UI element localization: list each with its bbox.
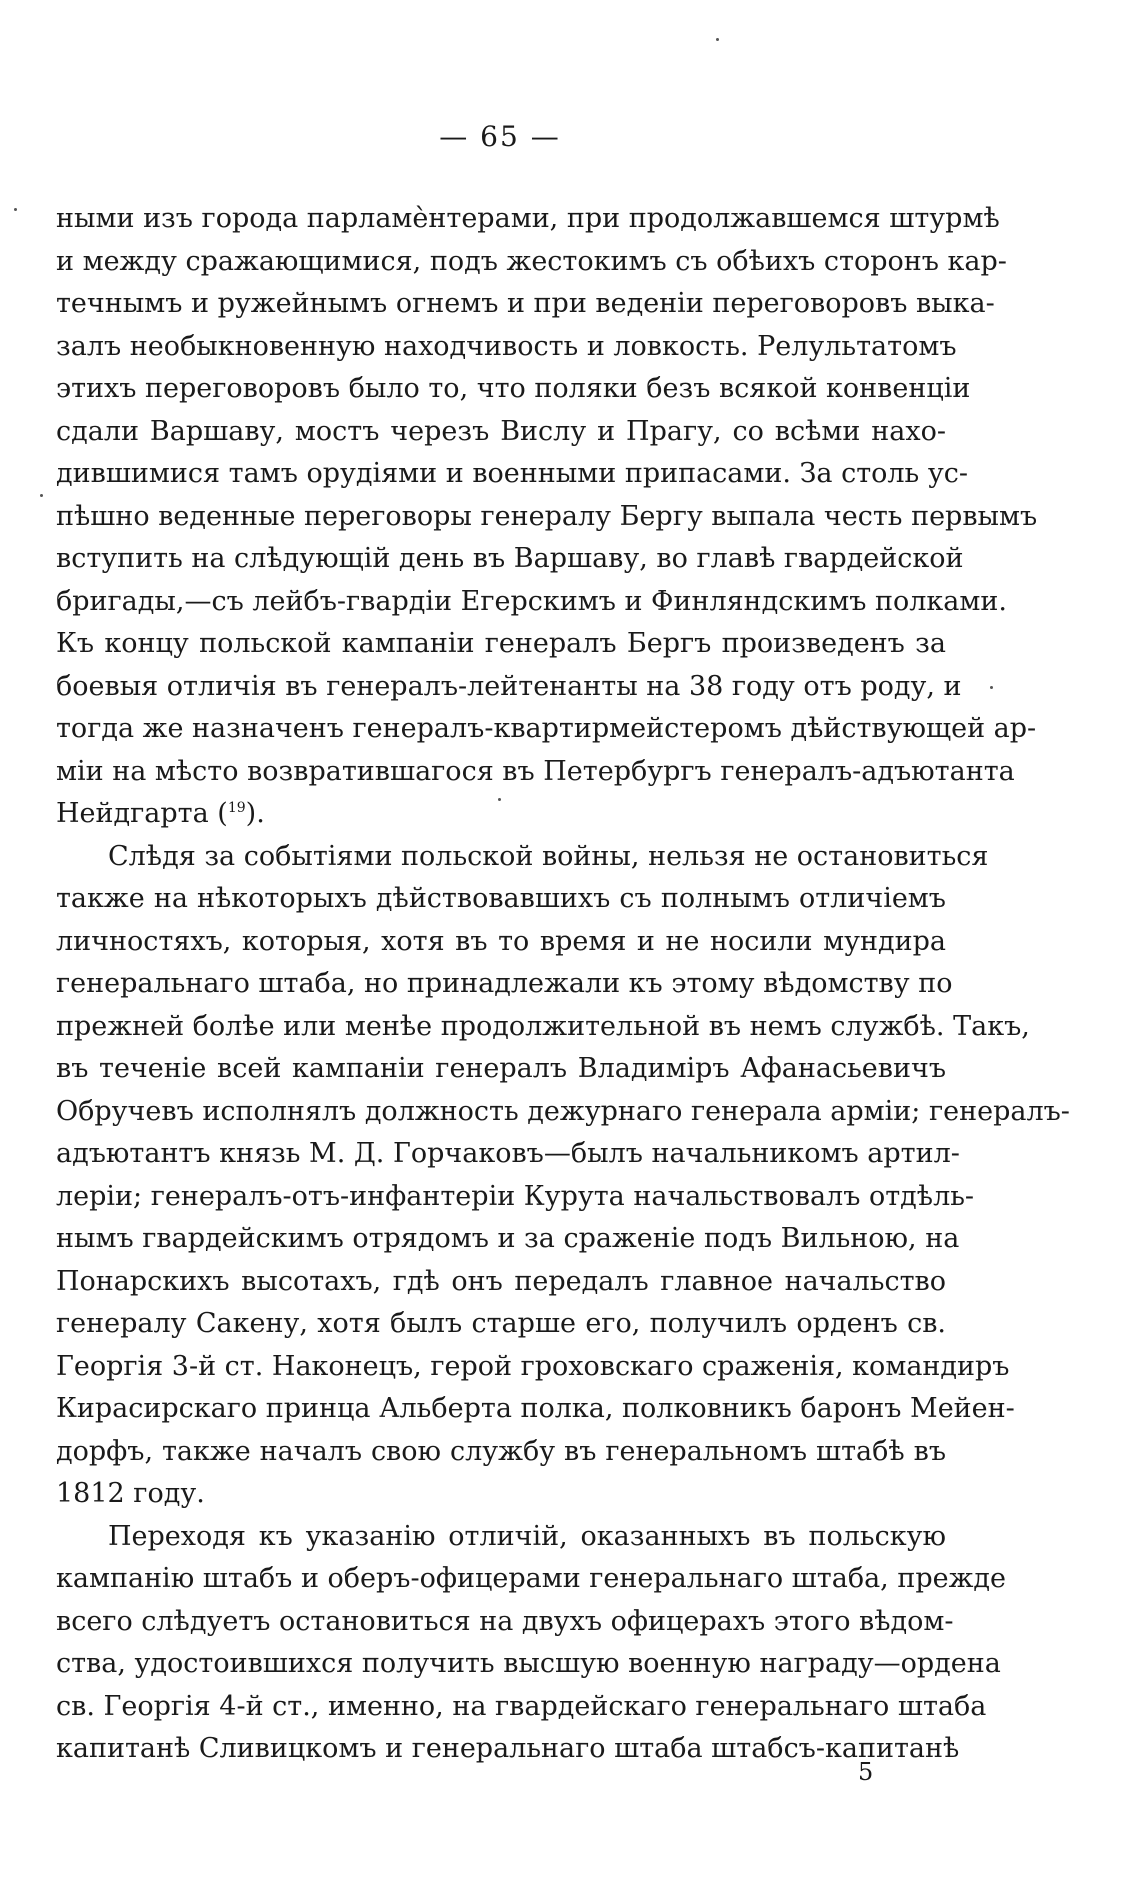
text-line: боевыя отличія въ генералъ-лейтенанты на 38 году отъ роду, и <box>56 670 962 702</box>
text-line: вступить на слѣдующій день въ Варшаву, во главѣ гвардейской <box>56 543 964 574</box>
scan-speck <box>40 494 43 497</box>
text-line: бригады,—съ лейбъ-гвардіи Егерскимъ и Финляндскимъ полками. <box>56 585 1007 617</box>
text-line-last <box>56 793 946 836</box>
scan-speck <box>716 38 719 41</box>
text-line: также на нѣкоторыхъ дѣйствовавшихъ съ полнымъ отличіемъ <box>56 883 946 914</box>
text-fragment: Нейдгарта ( <box>56 798 228 829</box>
text-line: пѣшно веденные переговоры генералу Бергу выпала честь первымъ <box>56 500 1038 532</box>
paragraph-3 <box>56 1516 1007 1771</box>
text-line: св. Георгія 4-й ст., именно, на гвардейскаго генеральнаго штаба <box>56 1690 987 1722</box>
text-line: кампанію штабъ и оберъ-офицерами генеральнаго штаба, прежде <box>56 1563 1007 1594</box>
text-line: міи на мѣсто возвратившагося въ Петербургъ генералъ-адъютанта <box>56 755 1015 787</box>
text-line: Слѣдя за событіями польской войны, нельзя не остановиться <box>108 840 989 872</box>
text-line: ными изъ города парламѐнтерами, при продолжавшемся штурмѣ <box>56 203 1000 234</box>
scan-speck <box>14 208 17 211</box>
signature-mark: 5 <box>858 1758 874 1786</box>
text-line: Понарскихъ высотахъ, гдѣ онъ передалъ главное начальство <box>56 1265 946 1297</box>
paragraph-1 <box>56 198 1038 836</box>
text-line: Кирасирскаго принца Альберта полка, полковникъ баронъ Мейен- <box>56 1393 1015 1424</box>
text-line: Къ концу польской кампаніи генералъ Бергъ произведенъ за <box>56 628 946 659</box>
text-line: сдали Варшаву, мостъ черезъ Вислу и Прагу, со всѣми нахо- <box>56 415 946 447</box>
text-line-last: 1812 году. <box>56 1478 205 1509</box>
text-line: дившимися тамъ орудіями и военными припасами. За столь ус- <box>56 458 968 489</box>
text-line: въ теченіе всей кампаніи генералъ Владиміръ Афанасьевичъ <box>56 1053 946 1084</box>
scan-speck <box>498 798 501 801</box>
text-line: Георгія 3-й ст. Наконецъ, герой гроховскаго сраженія, командиръ <box>56 1350 1010 1382</box>
paragraph-2 <box>56 836 1070 1516</box>
text-line: залъ необыкновенную находчивость и ловкость. Релультатомъ <box>56 330 957 362</box>
text-line: Обручевъ исполнялъ должность дежурнаго генерала арміи; генералъ- <box>56 1095 1070 1127</box>
text-fragment: ). <box>245 798 265 829</box>
text-line: генералу Сакену, хотя былъ старше его, получилъ орденъ св. <box>56 1308 946 1339</box>
scan-speck <box>990 686 993 689</box>
text-line: капитанѣ Сливицкомъ и генеральнаго штаба штабсъ-капитанѣ <box>56 1733 960 1764</box>
text-line: личностяхъ, которыя, хотя въ то время и не носили мундира <box>56 925 946 957</box>
text-line: всего слѣдуетъ остановиться на двухъ офицерахъ этого вѣдом- <box>56 1605 954 1637</box>
text-line: нымъ гвардейскимъ отрядомъ и за сраженіе подъ Вильною, на <box>56 1223 960 1254</box>
text-line: и между сражающимися, подъ жестокимъ съ обѣихъ сторонъ кар- <box>56 245 1007 277</box>
text-line: дорфъ, также началъ свою службу въ генеральномъ штабѣ въ <box>56 1435 946 1467</box>
text-line: течнымъ и ружейнымъ огнемъ и при веденіи переговоровъ выка- <box>56 288 995 319</box>
body-text <box>56 198 1070 1771</box>
text-line: генеральнаго штаба, но принадлежали къ этому вѣдомству по <box>56 968 953 999</box>
page-number: — 65 — <box>439 120 561 153</box>
text-line: адъютантъ князь М. Д. Горчаковъ—былъ начальникомъ артил- <box>56 1138 960 1169</box>
text-line: Переходя къ указанію отличій, оказанныхъ въ польскую <box>108 1520 946 1552</box>
text-line: леріи; генералъ-отъ-инфантеріи Курута начальствовалъ отдѣль- <box>56 1180 975 1212</box>
text-line: ства, удостоившихся получить высшую военную награду—ордена <box>56 1648 1001 1679</box>
text-line: прежней болѣе или менѣе продолжительной въ немъ службѣ. Такъ, <box>56 1010 1030 1042</box>
text-line: этихъ переговоровъ было то, что поляки безъ всякой конвенціи <box>56 373 971 404</box>
text-line: тогда же назначенъ генералъ-квартирмейстеромъ дѣйствующей ар- <box>56 713 1037 744</box>
footnote-ref[interactable]: 19 <box>227 800 246 816</box>
